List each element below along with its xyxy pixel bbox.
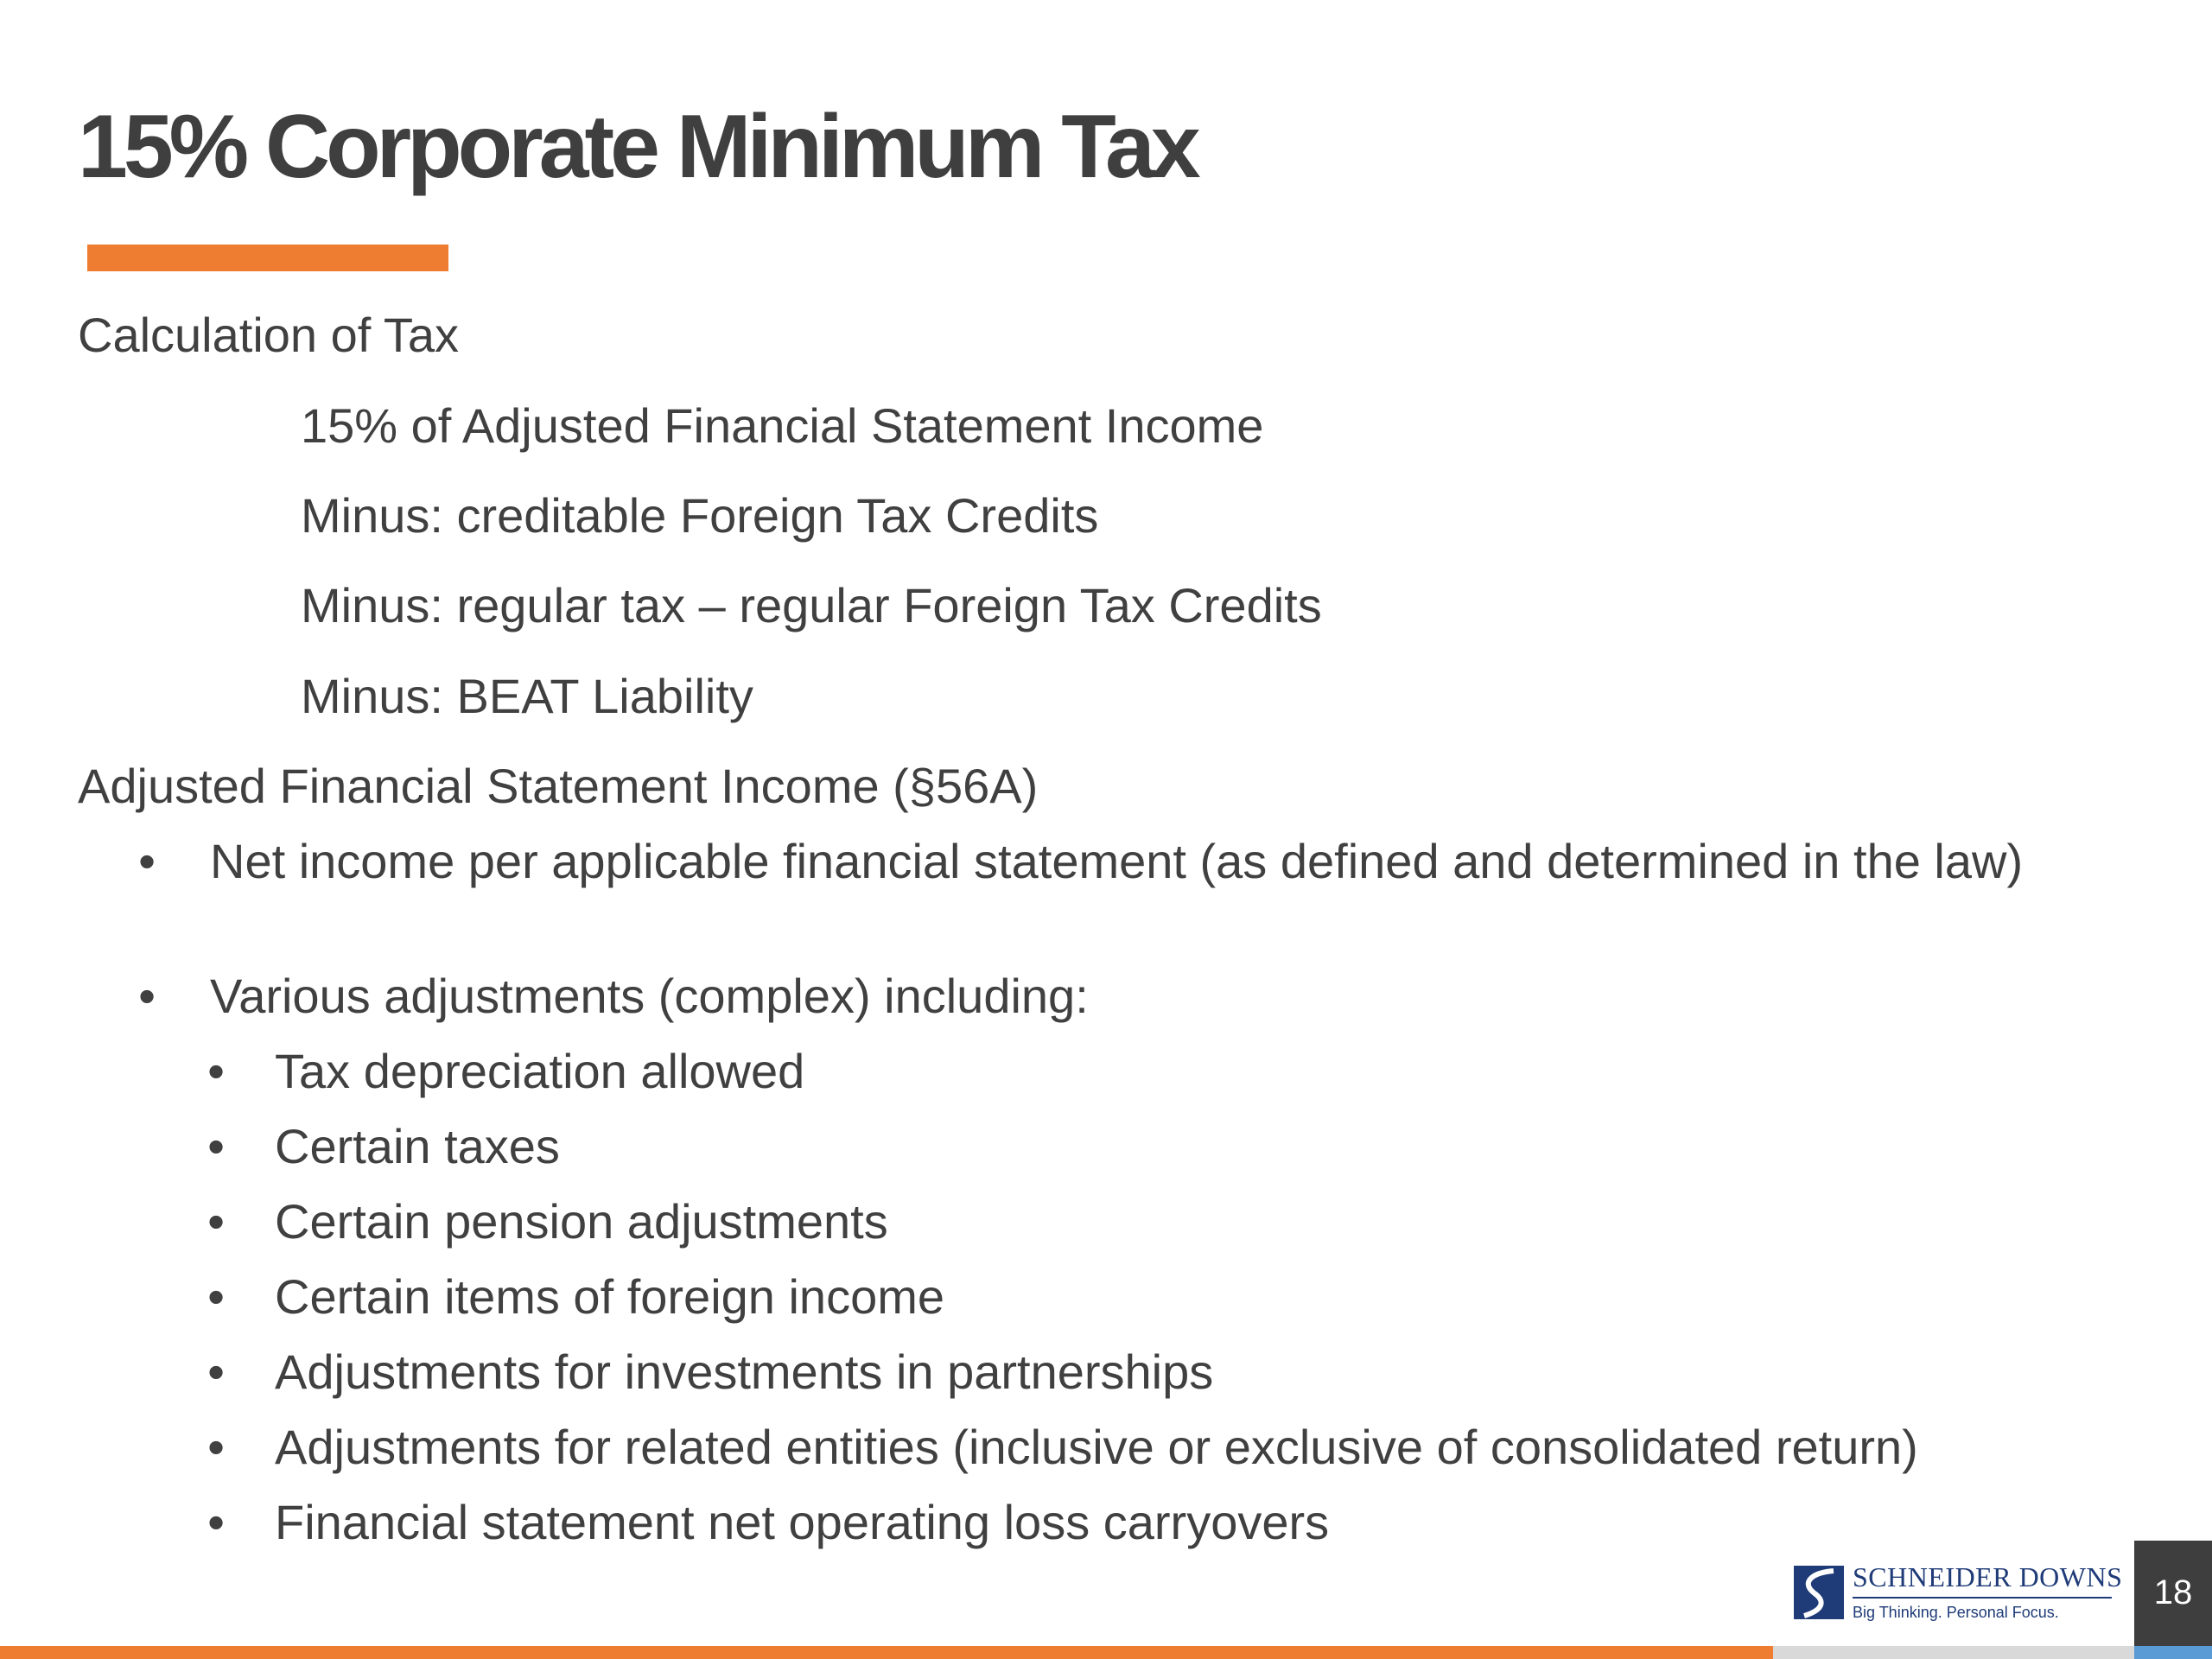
logo-tagline: Big Thinking. Personal Focus. [1853, 1604, 2059, 1621]
bullet-icon: • [207, 1119, 225, 1173]
list-item [199, 1342, 2134, 1402]
page-number-box [2134, 1541, 2212, 1646]
bullet-icon: • [207, 1344, 225, 1399]
list-item [199, 1116, 2134, 1177]
sub-bullet-text: Tax depreciation allowed [275, 1044, 805, 1098]
footer-bar-blue [2134, 1646, 2212, 1659]
company-logo [1794, 1561, 2123, 1624]
list-item [199, 1267, 2134, 1327]
calc-line-foreign-tax-credits: Minus: creditable Foreign Tax Credits [301, 488, 1099, 543]
bullet-icon: • [207, 1044, 225, 1098]
calculation-heading: Calculation of Tax [78, 308, 459, 362]
list-item [130, 966, 2100, 1027]
bullet-icon: • [138, 834, 156, 888]
bullet-text: Various adjustments (complex) including: [210, 969, 1089, 1023]
sub-bullet-text: Certain pension adjustments [275, 1194, 888, 1249]
sub-bullet-text: Adjustments for related entities (inclusive or exclusive of consolidated return) [275, 1420, 1918, 1474]
calc-line-regular-tax: Minus: regular tax – regular Foreign Tax Credits [301, 578, 1322, 632]
afsi-heading: Adjusted Financial Statement Income (§56A) [78, 759, 1039, 813]
bullet-icon: • [207, 1495, 225, 1549]
list-item [199, 1192, 2134, 1252]
footer-bar-orange [0, 1646, 1773, 1659]
list-item [199, 1041, 2134, 1102]
bullet-text: Net income per applicable financial statement (as defined and determined in the law) [210, 834, 2024, 888]
logo-name: SCHNEIDER DOWNS [1853, 1561, 2123, 1592]
footer-bar-grey [1773, 1646, 2134, 1659]
slide-title: 15% Corporate Minimum Tax [78, 97, 1197, 197]
title-underline [87, 245, 448, 271]
list-item [199, 1492, 2134, 1553]
bullet-icon: • [207, 1194, 225, 1249]
list-item [199, 1417, 2134, 1478]
logo-mark-icon [1794, 1566, 1844, 1619]
sub-bullet-text: Financial statement net operating loss carryovers [275, 1495, 1330, 1549]
page-number: 18 [2153, 1573, 2193, 1611]
sub-bullet-text: Certain items of foreign income [275, 1269, 945, 1324]
logo-divider [1853, 1597, 2112, 1599]
calc-line-beat-liability: Minus: BEAT Liability [301, 669, 753, 723]
bullet-icon: • [207, 1269, 225, 1324]
bullet-icon: • [138, 969, 156, 1023]
bullet-icon: • [207, 1420, 225, 1474]
sub-bullet-text: Certain taxes [275, 1119, 560, 1173]
sub-bullet-text: Adjustments for investments in partnerships [275, 1344, 1214, 1399]
calc-line-afsi: 15% of Adjusted Financial Statement Income [301, 398, 1264, 453]
list-item [130, 831, 2100, 892]
